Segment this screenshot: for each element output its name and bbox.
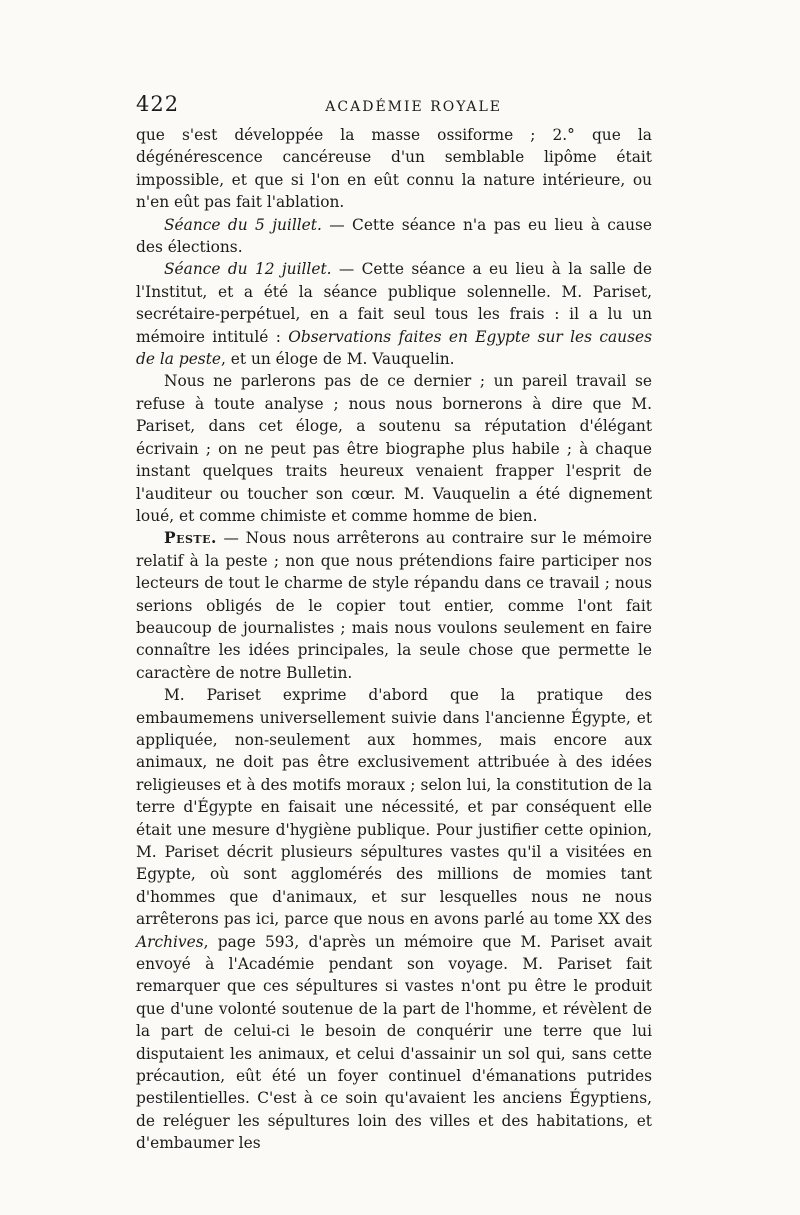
paragraph-text: — Cette séance a eu lieu à la salle de l'Institut, et a été la séance publique solennelle. M. Pariset, secrétaire-perpétuel, en a fait seul tous les frais : il a lu un mémoire intitulé : [136, 260, 652, 346]
running-head: ACADÉMIE ROYALE [325, 99, 502, 115]
paragraph-seance-12-juillet [136, 258, 652, 370]
memoir-title: Observations faites en Egypte sur les causes de la peste [136, 327, 652, 369]
paragraph-text: que s'est développée la masse ossiforme ; 2.° que la dégénérescence cancéreuse d'un semblable lipôme était impossible, et que si l'on en eût connu la nature intérieure, ou n'en eût pas fait l'ablation. [136, 126, 652, 212]
paragraph-embaumemens [136, 684, 652, 1155]
paragraph-text: — Nous nous arrêterons au contraire sur le mémoire relatif à la peste ; non que nous prétendions faire participer nos lecteurs de tout le charme de style répandu dans ce travail ; nous serions obligés de le copier tout entier, comme l'ont fait beaucoup de journalistes ; mais nous voulons seulement en faire connaître les idées principales, la seule chose que permette le caractère de notre Bulletin. [136, 529, 652, 682]
paragraph-text: Nous ne parlerons pas de ce dernier ; un pareil travail se refuse à toute analyse ; nous nous bornerons à dire que M. Pariset, dans cet éloge, a soutenu sa réputation d'élégant écrivain ; on ne peut pas être biographe plus habile ; à chaque instant quelques traits heureux venaient frapper l'esprit de l'auditeur ou toucher son cœur. M. Vauquelin a été dignement loué, et comme chimiste et comme homme de bien. [136, 372, 652, 525]
journal-title: Archives [136, 932, 204, 951]
body-text [136, 124, 652, 1155]
paragraph-text: , et un éloge de M. Vauquelin. [221, 350, 455, 369]
paragraph-text: — Cette séance n'a pas eu lieu à cause des élections. [136, 215, 653, 257]
paragraph-text: , page 593, d'après un mémoire que M. Pariset avait envoyé à l'Académie pendant son voyage. M. Pariset fait remarquer que ces sépultures si vastes n'ont pu être le produit que d'une volonté soutenue de la part de l'homme, et révèlent de la part de celui-ci le besoin de conquérir une terre que lui disputaient les animaux, et celui d'assainir un sol qui, sans cette précaution, eût été un foyer continuel d'émanations putrides pestilentielles. C'est à ce soin qu'avaient les anciens Égyptiens, de reléguer les sépultures loin des villes et des habitations, et d'embaumer les [136, 932, 652, 1153]
paragraph-text: M. Pariset exprime d'abord que la pratique des embaumemens universellement suivie dans l'ancienne Égypte, et appliquée, non-seulement aux hommes, mais encore aux animaux, ne doit pas être exclusivement attribuée à des idées religieuses et à des motifs moraux ; selon lui, la constitution de la terre d'Égypte en faisait une nécessité, et par conséquent elle était une mesure d'hygiène publique. Pour justifier cette opinion, M. Pariset décrit plusieurs sépultures vastes qu'il a visitées en Egypte, où sont agglomérés des millions de momies tant d'hommes que d'animaux, et sur lesquelles nous ne nous arrêterons pas ici, parce que nous en avons parlé au tome XX des [136, 686, 652, 929]
page-number: 422 [136, 92, 180, 116]
paragraph-eloge [136, 370, 652, 527]
paragraph-seance-5-juillet [136, 214, 652, 259]
paragraph-continuation [136, 124, 652, 214]
page-header [136, 92, 652, 116]
paragraph-peste [136, 527, 652, 684]
section-lead: Peste. [164, 529, 217, 548]
section-lead: Séance du 5 juillet. [164, 215, 322, 234]
section-lead: Séance du 12 juillet. [164, 260, 332, 279]
